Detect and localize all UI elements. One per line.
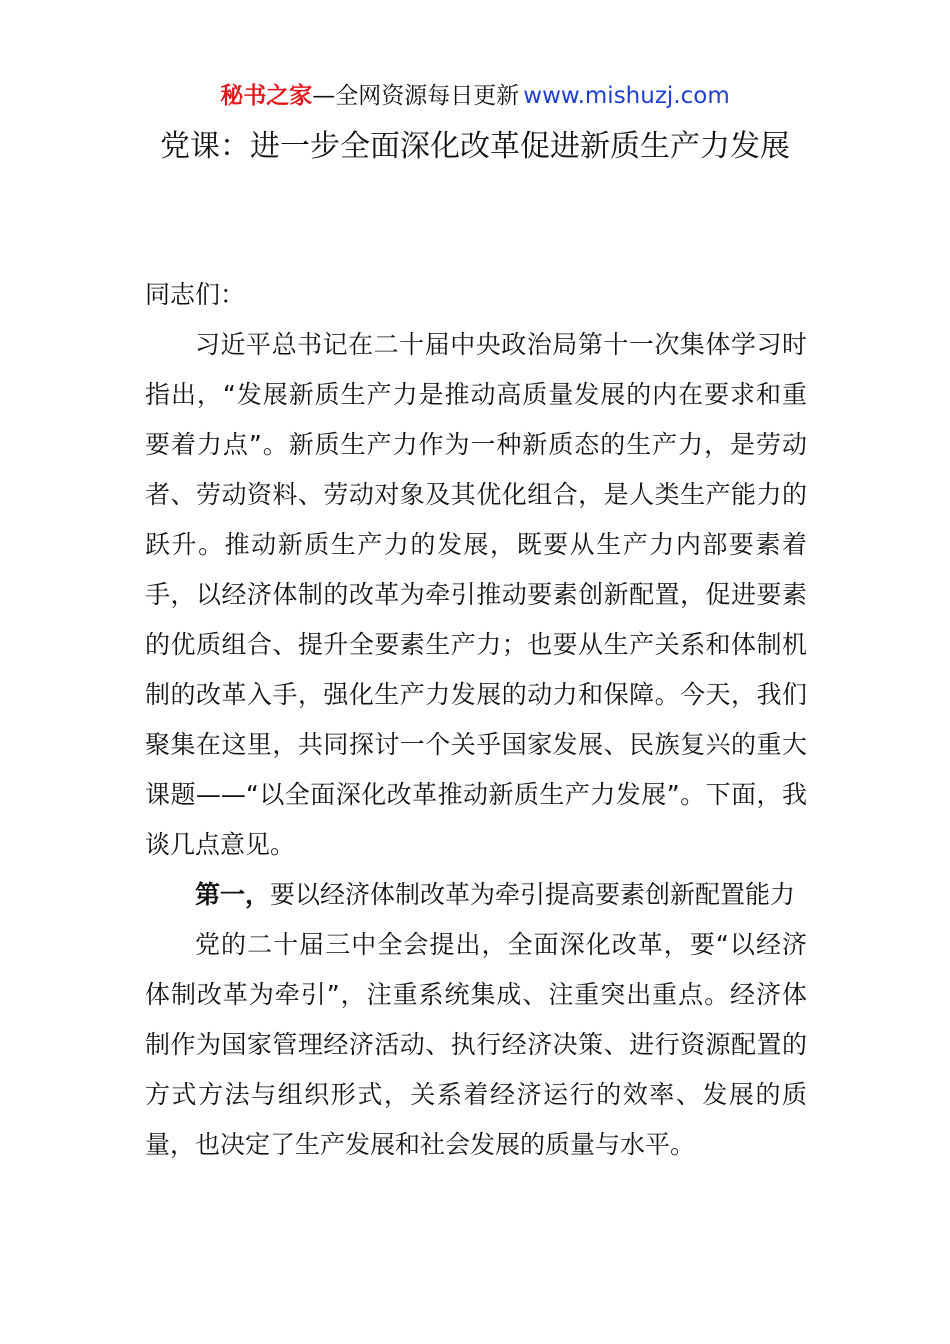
header-tagline: —全网资源每日更新 (312, 83, 520, 109)
section-1-heading (145, 870, 807, 920)
site-url-link[interactable]: www.mishuzj.com (523, 83, 730, 109)
greeting: 同志们： (145, 280, 246, 309)
site-header (0, 78, 950, 114)
document-body (145, 270, 807, 1170)
section-1-lead: 第一， (195, 880, 271, 909)
section-1-heading-text: 要以经济体制改革为牵引提高要素创新配置能力 (270, 880, 796, 909)
paragraph-1: 习近平总书记在二十届中央政治局第十一次集体学习时指出，“发展新质生产力是推动高质量发展的内在要求和重要着力点”。新质生产力作为一种新质态的生产力，是劳动者、劳动资料、劳动对象及其优化组合，是人类生产能力的跃升。推动新质生产力的发展，既要从生产力内部要素着手，以经济体制的改革为牵引推动要素创新配置，促进要素的优质组合、提升全要素生产力；也要从生产关系和体制机制的改革入手，强化生产力发展的动力和保障。今天，我们聚集在这里，共同探讨一个关乎国家发展、民族复兴的重大课题——“以全面深化改革推动新质生产力发展”。下面，我谈几点意见。 (145, 330, 807, 859)
brand-name: 秘书之家 (220, 83, 313, 109)
document-title: 党课：进一步全面深化改革促进新质生产力发展 (160, 129, 790, 164)
paragraph-2: 党的二十届三中全会提出，全面深化改革，要“以经济体制改革为牵引”，注重系统集成、注重突出重点。经济体制作为国家管理经济活动、执行经济决策、进行资源配置的方式方法与组织形式，关系着经济运行的效率、发展的质量，也决定了生产发展和社会发展的质量与水平。 (145, 930, 807, 1159)
